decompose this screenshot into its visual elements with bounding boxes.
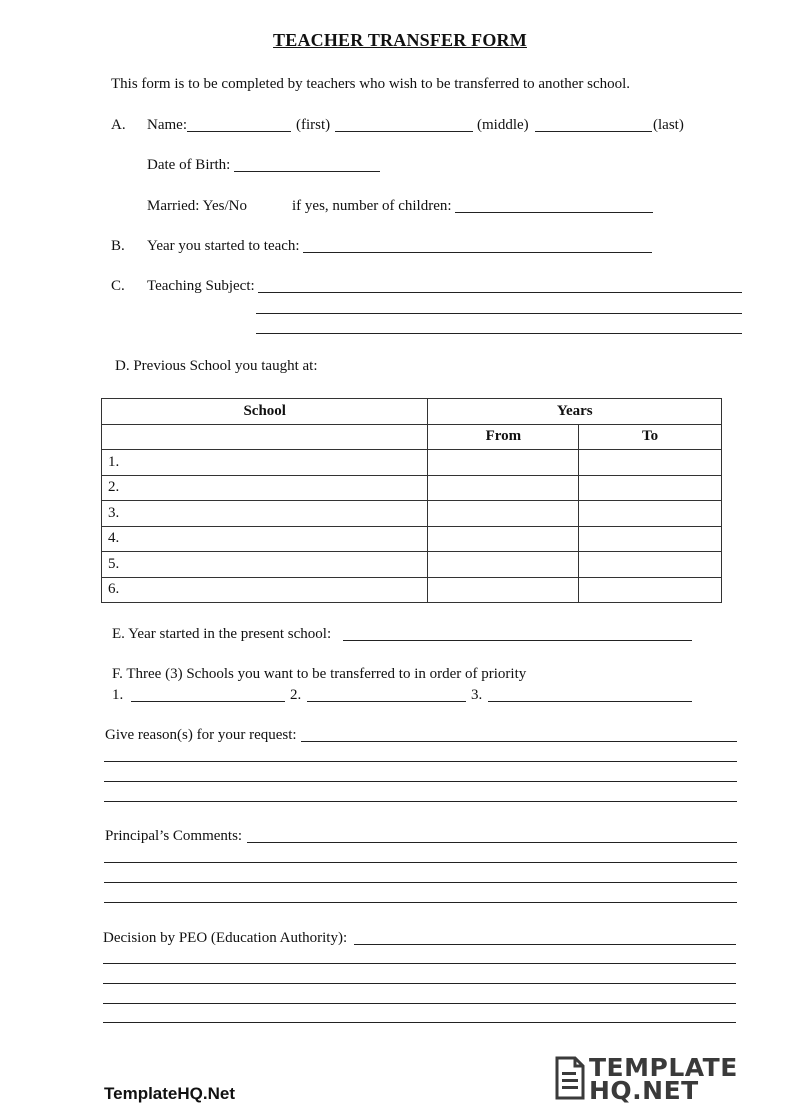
year-started-teach-field[interactable] <box>303 252 652 253</box>
table-row <box>102 501 722 527</box>
reasons-label: Give reason(s) for your request: <box>105 727 297 743</box>
logo-text-line2: HQ.NET <box>589 1076 699 1105</box>
previous-schools-table <box>101 398 722 603</box>
middle-name-field[interactable] <box>335 131 473 132</box>
table-row <box>102 526 722 552</box>
from-cell[interactable] <box>428 552 579 578</box>
priority-3-label: 3. <box>471 687 483 703</box>
previous-school-label: D. Previous School you taught at: <box>115 358 318 374</box>
teaching-subject-field-2[interactable] <box>256 313 742 314</box>
last-label: (last) <box>653 117 684 133</box>
school-cell[interactable]: 4. <box>102 526 428 552</box>
name-label: Name: <box>147 117 187 133</box>
school-header: School <box>102 399 428 425</box>
school-cell[interactable]: 2. <box>102 475 428 501</box>
to-cell[interactable] <box>579 577 722 603</box>
priority-1-label: 1. <box>112 687 124 703</box>
from-cell[interactable] <box>428 501 579 527</box>
school-cell[interactable]: 3. <box>102 501 428 527</box>
first-label: (first) <box>296 117 331 133</box>
from-cell[interactable] <box>428 526 579 552</box>
children-field[interactable] <box>455 212 653 213</box>
decision-field-2[interactable] <box>103 963 736 964</box>
decision-field-3[interactable] <box>103 983 736 984</box>
school-cell[interactable]: 6. <box>102 577 428 603</box>
dob-label: Date of Birth: <box>147 157 231 173</box>
to-cell[interactable] <box>579 475 722 501</box>
to-cell[interactable] <box>579 552 722 578</box>
reasons-field-2[interactable] <box>104 761 737 762</box>
logo-text-line1: TEMPLATE <box>589 1053 738 1082</box>
decision-field-4[interactable] <box>103 1003 736 1004</box>
from-cell[interactable] <box>428 450 579 476</box>
reasons-field-1[interactable] <box>301 741 737 742</box>
principal-comments-field-4[interactable] <box>104 902 737 903</box>
transfer-priority-label: F. Three (3) Schools you want to be transferred to in order of priority <box>112 666 527 682</box>
to-cell[interactable] <box>579 450 722 476</box>
from-cell[interactable] <box>428 475 579 501</box>
teaching-subject-field-3[interactable] <box>256 333 742 334</box>
to-header: To <box>579 424 722 450</box>
priority-2-label: 2. <box>290 687 302 703</box>
present-school-year-field[interactable] <box>343 640 692 641</box>
present-school-year-label: E. Year started in the present school: <box>112 626 332 642</box>
married-label: Married: Yes/No <box>147 198 247 214</box>
principal-comments-field-1[interactable] <box>247 842 737 843</box>
to-cell[interactable] <box>579 526 722 552</box>
section-a-marker: A. <box>111 117 126 133</box>
footer-watermark: TemplateHQ.Net <box>104 1084 235 1103</box>
document-icon <box>555 1056 585 1105</box>
from-cell[interactable] <box>428 577 579 603</box>
years-header: Years <box>428 399 722 425</box>
page-title: TEACHER TRANSFER FORM <box>273 30 527 50</box>
principal-comments-field-3[interactable] <box>104 882 737 883</box>
school-subheader-blank <box>102 424 428 450</box>
year-started-teach-label: Year you started to teach: <box>147 238 300 254</box>
middle-label: (middle) <box>477 117 529 133</box>
table-row <box>102 475 722 501</box>
priority-2-field[interactable] <box>307 701 466 702</box>
decision-field-1[interactable] <box>354 944 736 945</box>
school-cell[interactable]: 5. <box>102 552 428 578</box>
reasons-field-4[interactable] <box>104 801 737 802</box>
dob-field[interactable] <box>234 171 380 172</box>
priority-1-field[interactable] <box>131 701 285 702</box>
table-row <box>102 577 722 603</box>
school-cell[interactable]: 1. <box>102 450 428 476</box>
section-c-marker: C. <box>111 278 125 294</box>
decision-field-5[interactable] <box>103 1022 736 1023</box>
table-row <box>102 552 722 578</box>
first-name-field[interactable] <box>187 131 291 132</box>
principal-comments-field-2[interactable] <box>104 862 737 863</box>
section-b-marker: B. <box>111 238 125 254</box>
to-cell[interactable] <box>579 501 722 527</box>
teaching-subject-label: Teaching Subject: <box>147 278 255 294</box>
priority-3-field[interactable] <box>488 701 692 702</box>
children-label: if yes, number of children: <box>292 198 452 214</box>
intro-text: This form is to be completed by teachers who wish to be transferred to another school. <box>111 76 631 92</box>
principal-comments-label: Principal’s Comments: <box>105 828 243 844</box>
decision-label: Decision by PEO (Education Authority): <box>103 930 348 946</box>
table-row <box>102 450 722 476</box>
last-name-field[interactable] <box>535 131 652 132</box>
reasons-field-3[interactable] <box>104 781 737 782</box>
from-header: From <box>428 424 579 450</box>
teaching-subject-field-1[interactable] <box>258 292 742 293</box>
